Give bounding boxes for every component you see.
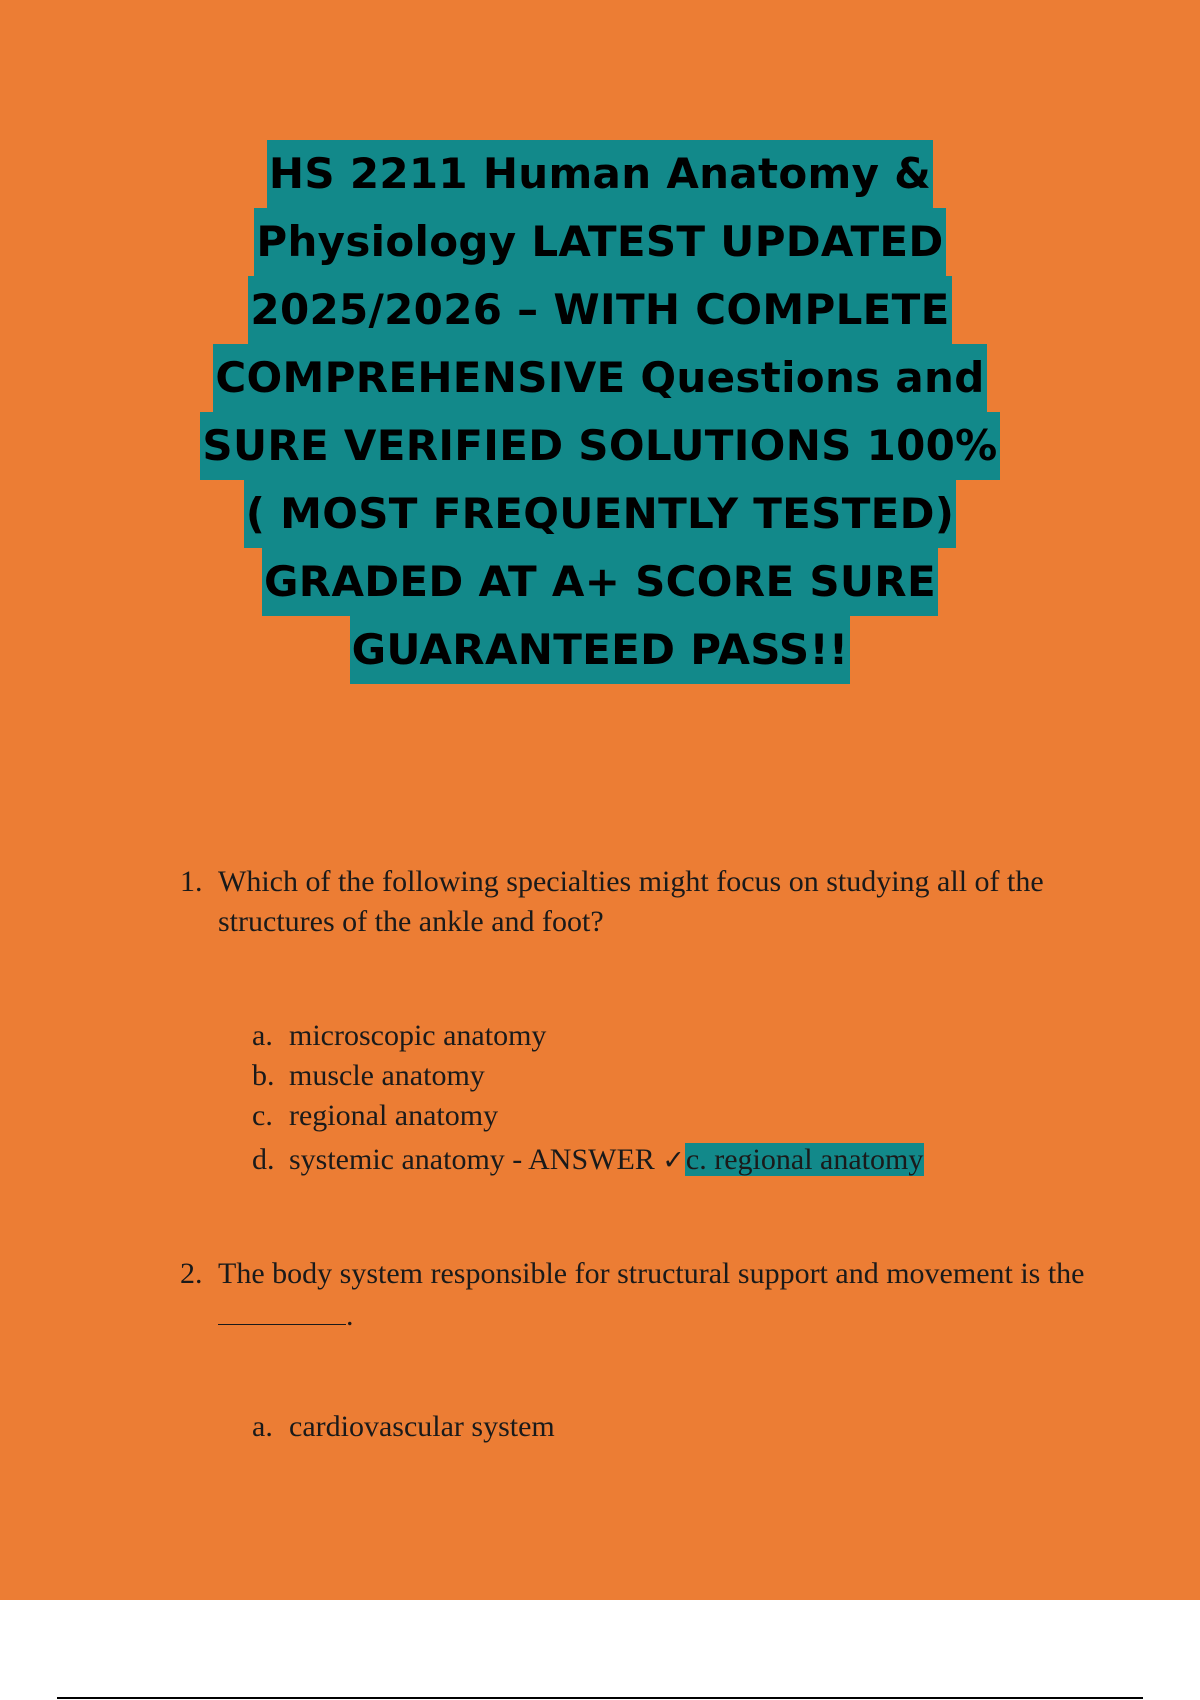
option-d: [252, 1140, 1072, 1180]
option-text: microscopic anatomy: [289, 1019, 547, 1052]
option-letter: a.: [252, 1410, 273, 1443]
question-number: 2.: [180, 1257, 203, 1290]
footer-divider: [57, 1697, 1143, 1699]
question-2: [180, 1254, 1090, 1336]
title-line: 2025/2026 – WITH COMPLETE: [248, 276, 951, 344]
document-title: [100, 140, 1100, 684]
option-letter: c.: [252, 1099, 273, 1132]
option-letter: b.: [252, 1059, 275, 1092]
title-line: GRADED AT A+ SCORE SURE: [262, 548, 938, 616]
option-a: [252, 1016, 1072, 1056]
question-number: 1.: [180, 865, 203, 898]
question-text-before: The body system responsible for structural support and movement is the: [218, 1257, 1085, 1290]
question-text: [218, 1254, 1090, 1336]
question-text: Which of the following specialties might focus on studying all of the structures of the ankle and foot?: [218, 865, 1044, 938]
title-line: ( MOST FREQUENTLY TESTED): [244, 480, 957, 548]
answer-blank: [218, 1294, 346, 1325]
option-text: regional anatomy: [289, 1099, 499, 1132]
answer-highlight: c. regional anatomy: [685, 1143, 924, 1176]
option-c: [252, 1096, 1072, 1136]
title-line: Physiology LATEST UPDATED: [254, 208, 945, 276]
option-text: systemic anatomy - ANSWER: [289, 1143, 655, 1176]
title-line: COMPREHENSIVE Questions and: [213, 344, 986, 412]
option-a: [252, 1407, 1072, 1447]
option-b: [252, 1056, 1072, 1096]
question-text-after: .: [346, 1299, 354, 1332]
checkmark-icon: ✓: [662, 1145, 685, 1176]
option-letter: d.: [252, 1143, 275, 1176]
question-1-options: [252, 1016, 1072, 1180]
option-text: cardiovascular system: [289, 1410, 555, 1443]
option-text: muscle anatomy: [289, 1059, 485, 1092]
question-2-options: [252, 1407, 1072, 1447]
option-letter: a.: [252, 1019, 273, 1052]
question-1: [180, 862, 1090, 942]
title-line: SURE VERIFIED SOLUTIONS 100%: [200, 412, 999, 480]
title-line: GUARANTEED PASS!!: [350, 616, 851, 684]
title-line: HS 2211 Human Anatomy &: [267, 140, 933, 208]
